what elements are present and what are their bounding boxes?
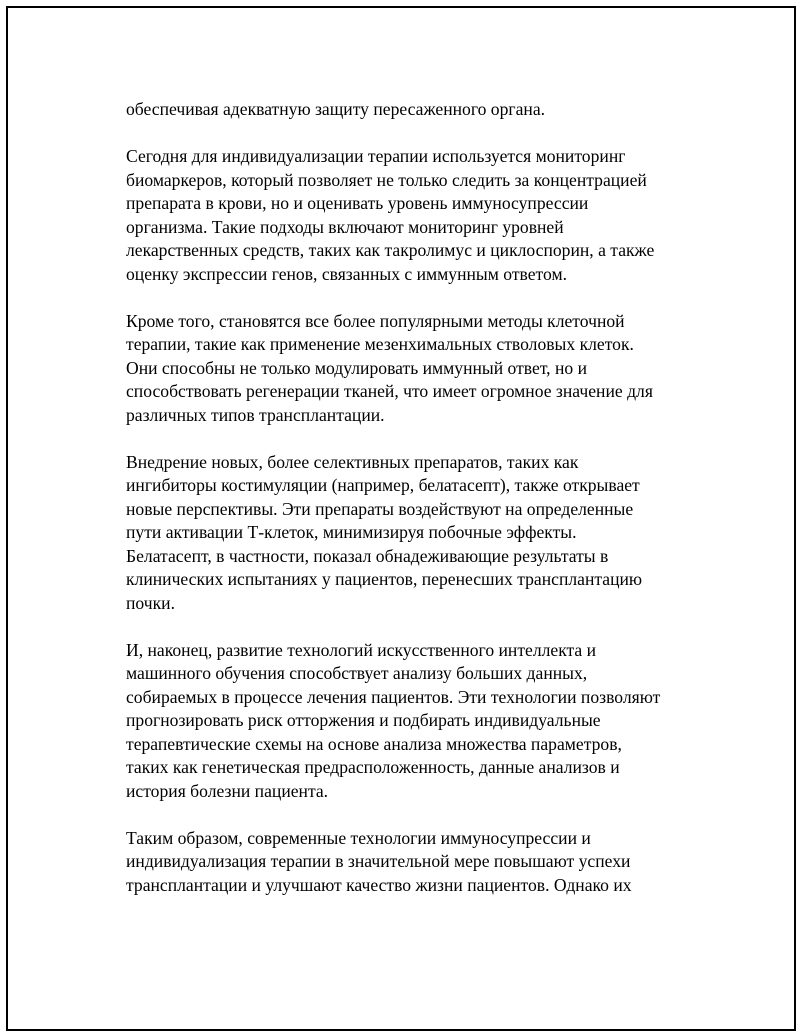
paragraph-ai-ml: И, наконец, развитие технологий искусственного интеллекта и машинного обучения способствует анализу больших данных, собираемых в процессе лечения пациентов. Эти технологии позволяют прогнозировать риск отторжения и подбирать индивидуальные терапевтические схемы на основе анализа множества параметров, таких как генетическая предрасположенность, данные анализов и история болезни пациента. xyxy=(126,639,661,801)
paragraph-biomarker-monitoring: Сегодня для индивидуализации терапии используется мониторинг биомаркеров, который позволяет не только следить за концентрацией препарата в крови, но и оценивать уровень иммуносупрессии организма. Такие подходы включают мониторинг уровней лекарственных средств, таких как такролимус и циклоспорин, а также оценку экспрессии генов, связанных с иммунным ответом. xyxy=(126,146,655,284)
page-frame xyxy=(6,6,796,1031)
paragraph-conclusion: Таким образом, современные технологии иммуносупрессии и индивидуализация терапии в значительной мере повышают успехи трансплантации и улучшают качество жизни пациентов. Однако их xyxy=(126,827,632,895)
paragraph-cell-therapy: Кроме того, становятся все более популярными методы клеточной терапии, такие как применение мезенхимальных стволовых клеток. Они способны не только модулировать иммунный ответ, но и способствовать регенерации тканей, что имеет огромное значение для различных типов трансплантации. xyxy=(126,310,653,425)
page-content xyxy=(126,98,696,897)
paragraph-continuation: обеспечивая адекватную защиту пересаженного органа. xyxy=(126,99,546,119)
paragraph-selective-drugs: Внедрение новых, более селективных препаратов, таких как ингибиторы костимуляции (например, белатасепт), также открывает новые перспективы. Эти препараты воздействуют на определенные пути активации Т-клеток, минимизируя побочные эффекты. Белатасепт, в частности, показал обнадеживающие результаты в клинических испытаниях у пациентов, перенесших трансплантацию почки. xyxy=(126,451,643,613)
